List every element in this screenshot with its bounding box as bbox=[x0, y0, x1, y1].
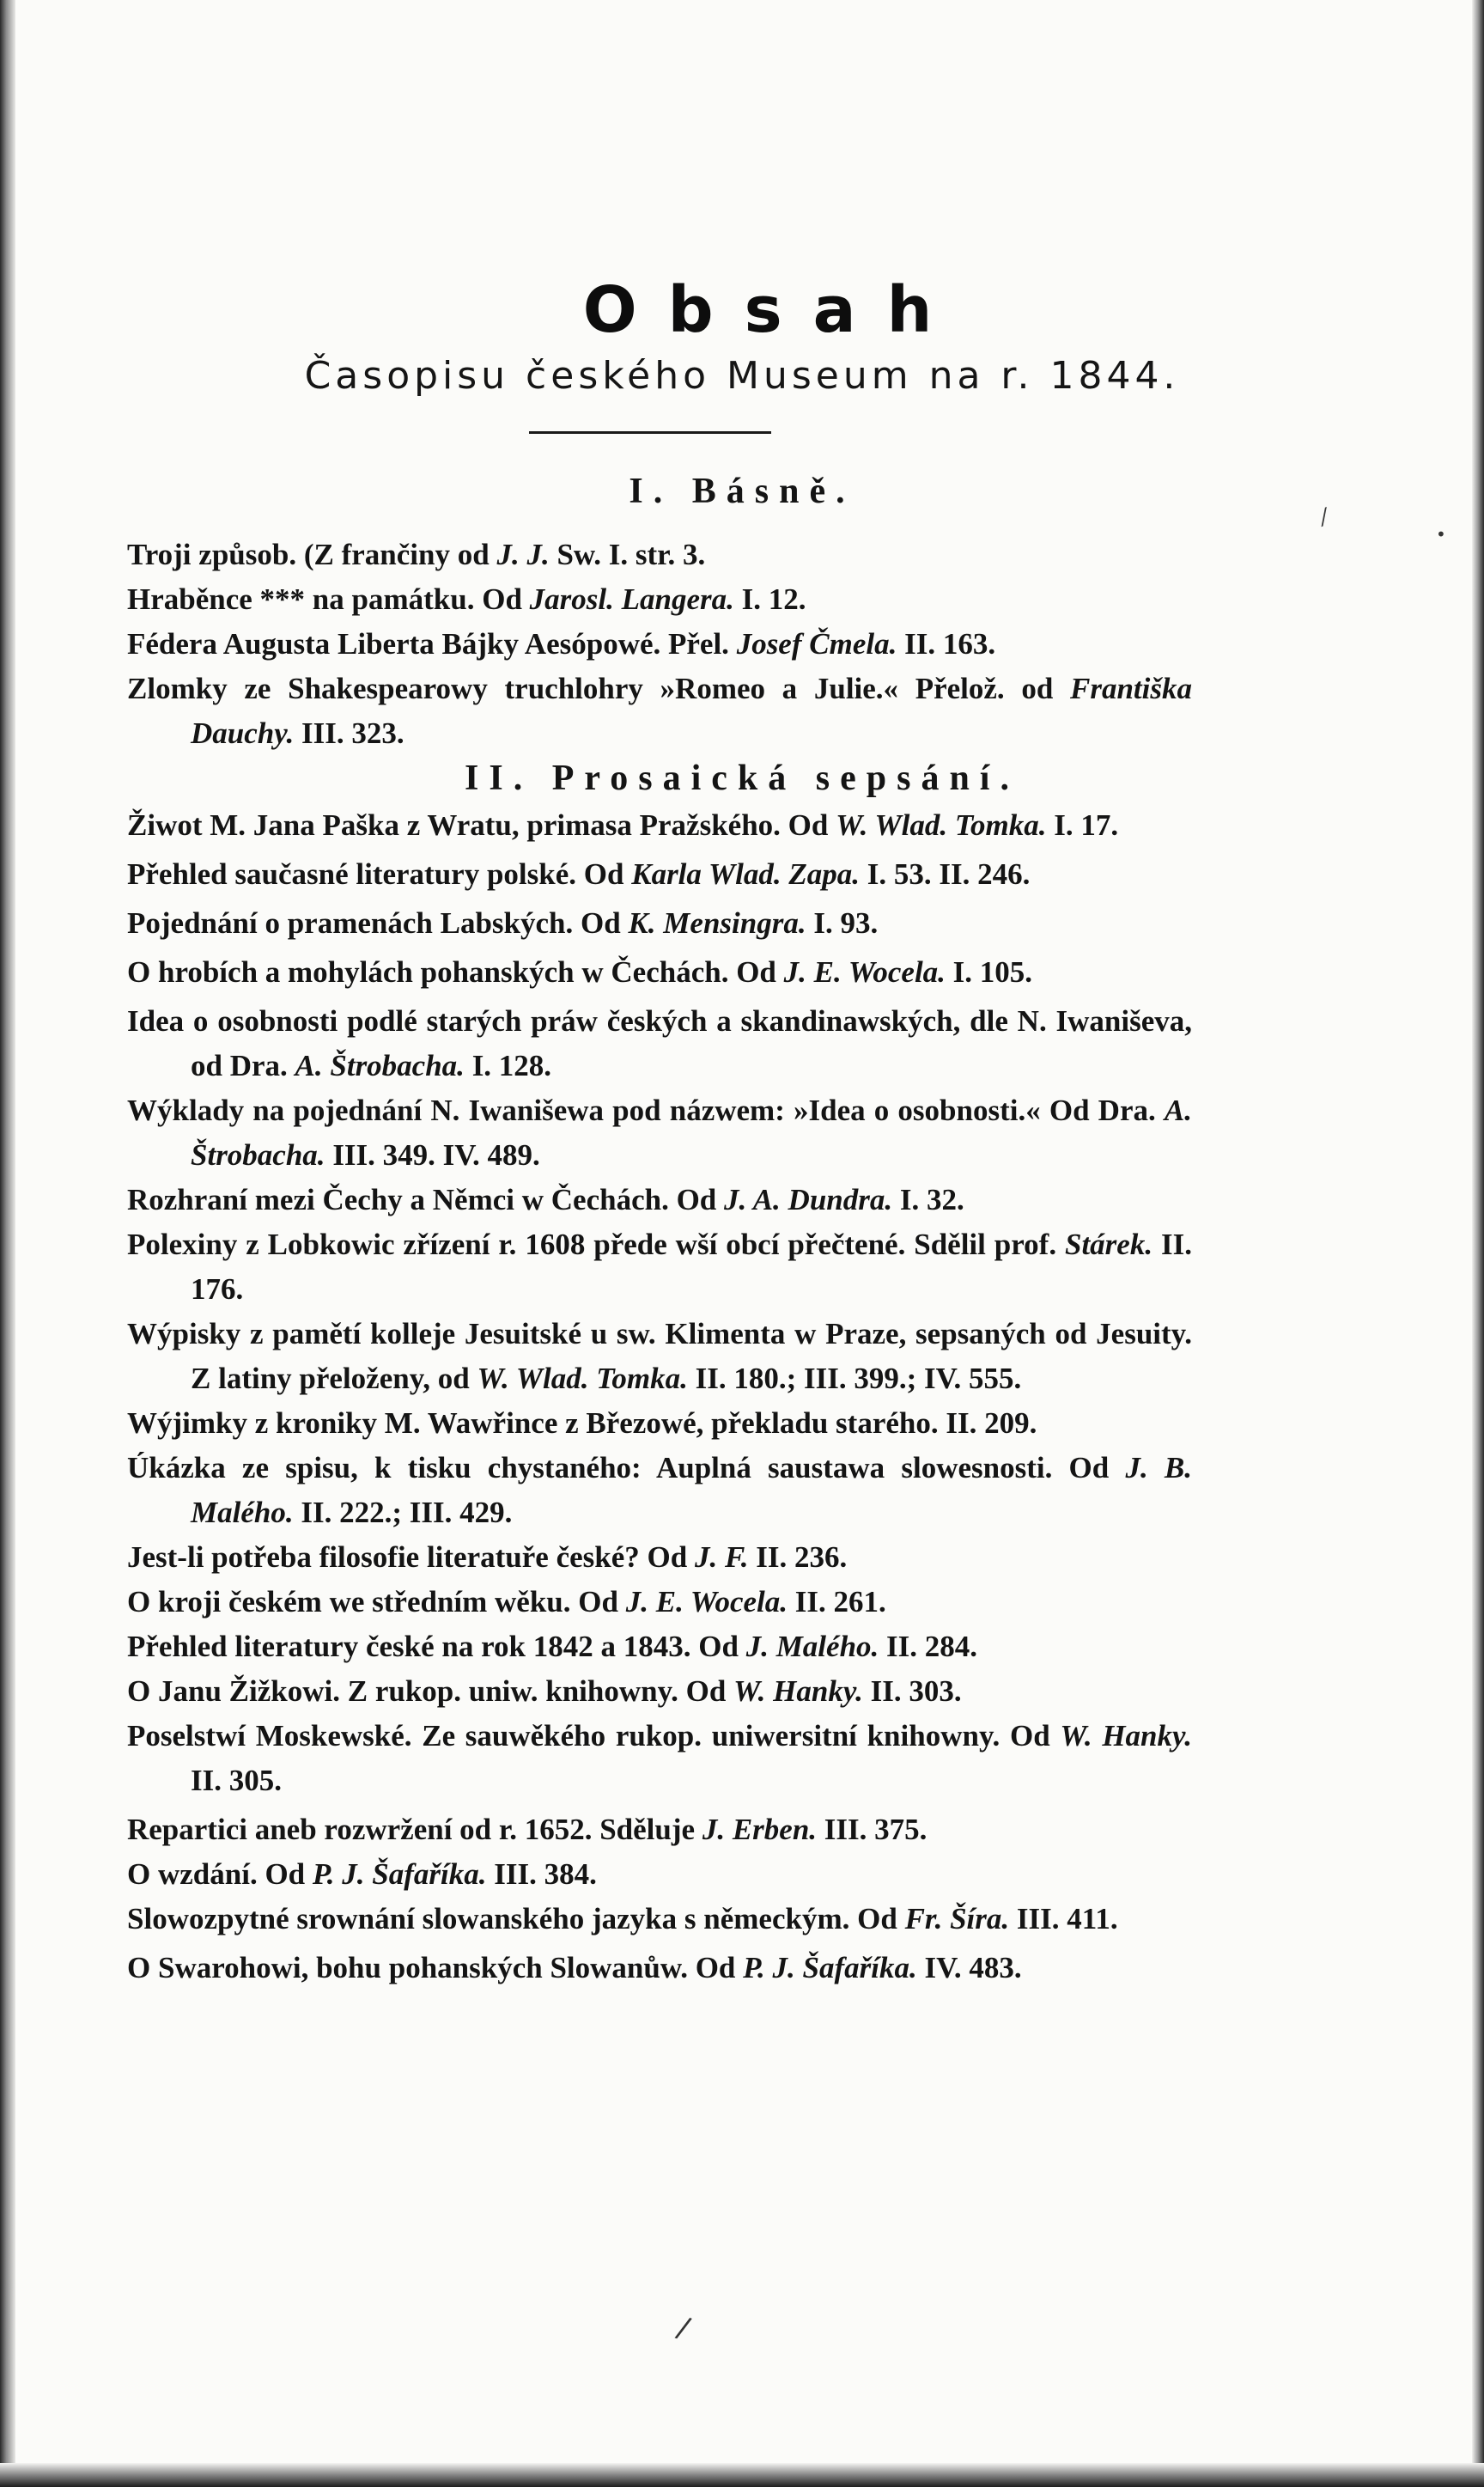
entry-ref: I. 105. bbox=[945, 955, 1033, 989]
toc-entry bbox=[127, 1807, 1192, 1852]
entry-author: P. J. Šafaříka. bbox=[312, 1857, 487, 1891]
scan-speck: / bbox=[672, 2310, 694, 2346]
toc-entry bbox=[127, 999, 1192, 1088]
entry-ref: IV. 483. bbox=[916, 1951, 1022, 1984]
entry-ref: II. 284. bbox=[879, 1630, 978, 1663]
toc-entry bbox=[127, 1624, 1192, 1669]
toc-entry bbox=[127, 1669, 1192, 1714]
entry-author: Jarosl. Langera. bbox=[529, 582, 734, 616]
toc-entry bbox=[127, 1312, 1192, 1401]
entry-ref: II. 303. bbox=[862, 1674, 962, 1708]
entry-ref: II. 305. bbox=[191, 1764, 282, 1797]
section-entries-basne bbox=[127, 533, 1192, 756]
entry-ref: III. 375. bbox=[817, 1813, 928, 1846]
entry-title: Přehled literatury české na rok 1842 a 1843. Od bbox=[127, 1630, 746, 1663]
entry-title: O hrobích a mohylách pohanských w Čechách. Od bbox=[127, 955, 784, 989]
entry-ref: I. 128. bbox=[464, 1049, 552, 1082]
entry-author: J. J. bbox=[496, 538, 550, 571]
entry-title: O kroji českém we středním wěku. Od bbox=[127, 1585, 626, 1618]
entry-title: Pojednání o pramenách Labských. Od bbox=[127, 906, 629, 940]
entry-author: W. Hanky. bbox=[1060, 1719, 1192, 1752]
entry-title: Idea o osobnosti podlé starých práw českých a skandinawských, dle N. Iwaniševa, od Dra. bbox=[127, 1004, 1192, 1082]
entry-author: J. F. bbox=[694, 1540, 749, 1574]
entry-title: O Swarohowi, bohu pohanských Slowanůw. Od bbox=[127, 1951, 744, 1984]
entry-author: Fr. Šíra. bbox=[904, 1902, 1010, 1935]
entry-title: Žiwot M. Jana Paška z Wratu, primasa Pražského. Od bbox=[127, 808, 836, 842]
entry-ref: I. 53. II. 246. bbox=[860, 857, 1031, 891]
entry-ref: Sw. I. str. 3. bbox=[549, 538, 706, 571]
entry-author: J. Erben. bbox=[702, 1813, 818, 1846]
entry-title: O Janu Žižkowi. Z rukop. uniw. knihowny. Od bbox=[127, 1674, 734, 1708]
entry-author: A. Štrobacha. bbox=[191, 1094, 1192, 1172]
toc-entry bbox=[127, 1946, 1192, 1990]
entry-author: P. J. Šafaříka. bbox=[743, 1951, 917, 1984]
entry-author: J. E. Wocela. bbox=[783, 955, 946, 989]
toc-entry bbox=[127, 622, 1192, 667]
entry-author: W. Wlad. Tomka. bbox=[836, 808, 1047, 842]
toc-entry bbox=[127, 1088, 1192, 1178]
toc-entry bbox=[127, 1222, 1192, 1312]
entry-author: Josef Čmela. bbox=[736, 627, 897, 661]
toc-entry bbox=[127, 1714, 1192, 1803]
toc-entry bbox=[127, 667, 1192, 756]
section-heading-basne: I. Básně. bbox=[629, 472, 855, 511]
toc-entry bbox=[127, 1401, 1192, 1446]
entry-title: Hraběnce *** na památku. Od bbox=[127, 582, 530, 616]
entry-author: K. Mensingra. bbox=[628, 906, 806, 940]
entry-title: Rozhraní mezi Čechy a Němci w Čechách. Od bbox=[127, 1183, 725, 1216]
scan-speck: ⁄ bbox=[1318, 505, 1331, 531]
entry-ref: III. 349. IV. 489. bbox=[325, 1138, 540, 1172]
entry-author: J. A. Dundra. bbox=[724, 1183, 893, 1216]
entry-ref: II. 180.; III. 399.; IV. 555. bbox=[687, 1362, 1022, 1395]
entry-title: Wýpisky z pamětí kolleje Jesuitské u sw. Klimenta w Praze, sepsaných od Jesuity. Z latiny přeloženy, od bbox=[127, 1317, 1192, 1395]
toc-entry bbox=[127, 1178, 1192, 1222]
section-entries-prosaicka bbox=[127, 803, 1192, 1990]
entry-ref: II. 261. bbox=[788, 1585, 886, 1618]
toc-entry bbox=[127, 533, 1192, 577]
toc-entry bbox=[127, 1535, 1192, 1580]
entry-author: W. Wlad. Tomka. bbox=[477, 1362, 688, 1395]
entry-author: Františka Dauchy. bbox=[191, 672, 1192, 750]
entry-title: Troji způsob. (Z frančiny od bbox=[127, 538, 497, 571]
entry-author: J. E. Wocela. bbox=[625, 1585, 788, 1618]
entry-title: Polexiny z Lobkowic zřízení r. 1608 přede wší obcí přečtené. Sdělil prof. bbox=[127, 1228, 1065, 1261]
entry-title: Jest-li potřeba filosofie literatuře české? Od bbox=[127, 1540, 695, 1574]
toc-entry bbox=[127, 1897, 1192, 1941]
title-rule bbox=[529, 431, 771, 434]
entry-title: Fédera Augusta Liberta Bájky Aesópowé. Přel. bbox=[127, 627, 737, 661]
entry-ref: III. 323. bbox=[294, 716, 404, 750]
entry-ref: II. 222.; III. 429. bbox=[293, 1496, 513, 1529]
entry-title: Přehled saučasné literatury polské. Od bbox=[127, 857, 632, 891]
toc-entry bbox=[127, 803, 1192, 848]
page-subtitle: Časopisu českého Museum na r. 1844. bbox=[304, 354, 1180, 398]
entry-author: Karla Wlad. Zapa. bbox=[631, 857, 860, 891]
toc-entry bbox=[127, 577, 1192, 622]
entry-ref: II. 163. bbox=[897, 627, 996, 661]
entry-ref: I. 17. bbox=[1046, 808, 1119, 842]
entry-ref: II. 236. bbox=[748, 1540, 848, 1574]
scan-speck: • bbox=[1436, 524, 1446, 545]
page-title: Obsah bbox=[582, 273, 964, 347]
section-heading-prosaicka: II. Prosaická sepsání. bbox=[465, 759, 1019, 798]
entry-title: Zlomky ze Shakespearowy truchlohry »Romeo a Julie.« Přelož. od bbox=[127, 672, 1070, 705]
scan-edge-bottom bbox=[0, 2463, 1484, 2487]
entry-title: Poselstwí Moskewské. Ze sauwěkého rukop. uniwersitní knihowny. Od bbox=[127, 1719, 1061, 1752]
entry-title: O wzdání. Od bbox=[127, 1857, 313, 1891]
entry-title: Wýklady na pojednání N. Iwanišewa pod názwem: »Idea o osobnosti.« Od Dra. bbox=[127, 1094, 1165, 1127]
entry-title: Wýjimky z kroniky M. Wawřince z Březowé, překladu starého. II. 209. bbox=[127, 1406, 1037, 1440]
entry-ref: II. 176. bbox=[191, 1228, 1192, 1306]
entry-title: Repartici aneb rozwržení od r. 1652. Sděluje bbox=[127, 1813, 702, 1846]
entry-ref: III. 384. bbox=[486, 1857, 597, 1891]
entry-ref: I. 93. bbox=[806, 906, 879, 940]
entry-title: Úkázka ze spisu, k tisku chystaného: Auplná saustawa slowesnosti. Od bbox=[127, 1451, 1126, 1484]
toc-entry bbox=[127, 1852, 1192, 1897]
entry-author: J. B. Malého. bbox=[191, 1451, 1192, 1529]
entry-title: Slowozpytné srownání slowanského jazyka s německým. Od bbox=[127, 1902, 905, 1935]
toc-entry bbox=[127, 852, 1192, 897]
entry-ref: III. 411. bbox=[1009, 1902, 1118, 1935]
toc-entry bbox=[127, 950, 1192, 995]
entry-ref: I. 32. bbox=[892, 1183, 964, 1216]
entry-author: W. Hanky. bbox=[733, 1674, 863, 1708]
entry-author: Stárek. bbox=[1064, 1228, 1153, 1261]
entry-author: A. Štrobacha. bbox=[295, 1049, 465, 1082]
toc-entry bbox=[127, 901, 1192, 946]
toc-entry bbox=[127, 1446, 1192, 1535]
toc-entry bbox=[127, 1580, 1192, 1624]
entry-ref: I. 12. bbox=[733, 582, 806, 616]
entry-author: J. Malého. bbox=[745, 1630, 879, 1663]
